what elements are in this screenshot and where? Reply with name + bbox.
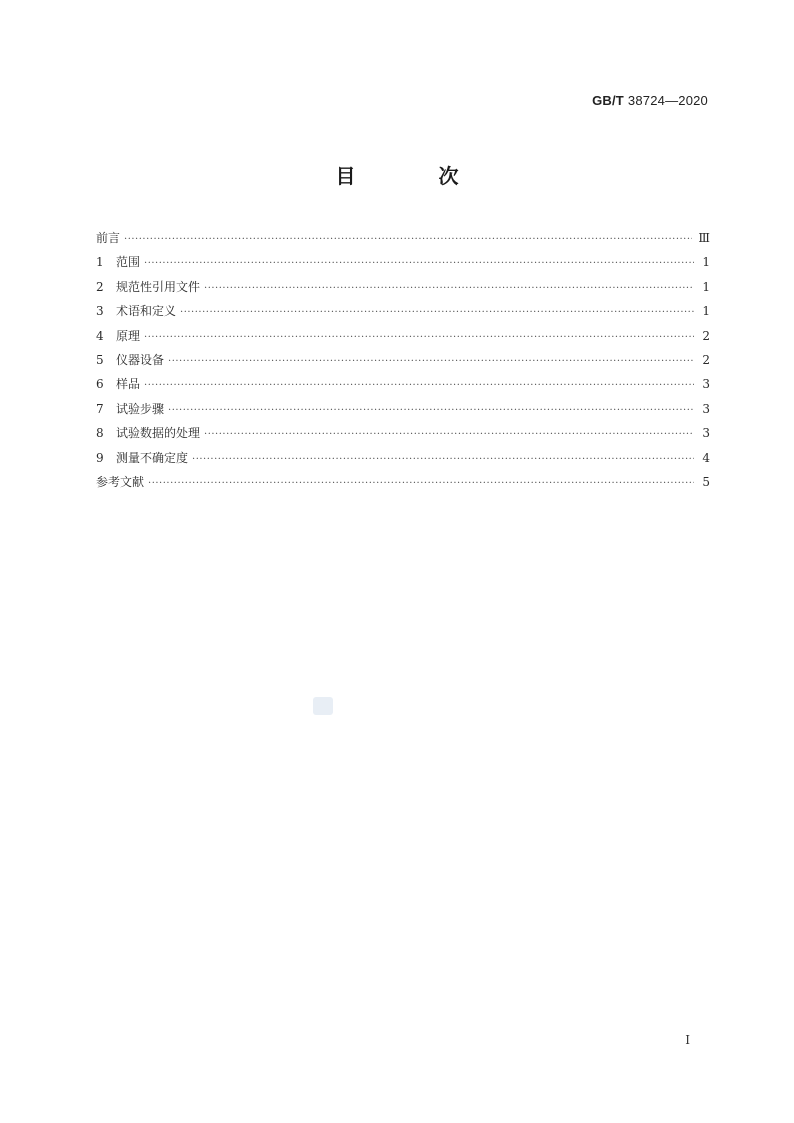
toc-leader-dots	[144, 252, 694, 276]
page-title: 目 次	[335, 164, 497, 188]
toc-item-bibliography[interactable]	[96, 470, 710, 494]
toc-leader-dots	[168, 350, 694, 374]
toc-leader-dots	[180, 301, 694, 325]
toc-leader-dots	[192, 448, 694, 472]
toc-item-label: 试验数据的处理	[116, 426, 201, 441]
toc-item-page: 1	[702, 279, 710, 294]
toc-leader-dots	[144, 374, 694, 398]
toc-item-page: 2	[702, 328, 710, 343]
toc-leader-dots	[124, 228, 692, 252]
toc-item-number: 9	[96, 450, 104, 465]
toc-item-number: 3	[96, 304, 104, 319]
toc-item-page: 4	[702, 450, 710, 465]
table-of-contents	[96, 226, 710, 494]
standard-prefix: GB/T	[592, 93, 624, 108]
toc-leader-dots	[144, 326, 694, 350]
toc-item-9[interactable]	[96, 446, 710, 470]
toc-item-page: 5	[702, 474, 710, 489]
toc-item-page: 2	[702, 352, 710, 367]
toc-item-label: 原理	[116, 328, 141, 343]
toc-item-label: 范围	[116, 255, 141, 270]
toc-item-label: 测量不确定度	[116, 450, 189, 465]
toc-item-3[interactable]	[96, 299, 710, 323]
toc-item-foreword[interactable]	[96, 226, 710, 250]
toc-leader-dots	[168, 399, 694, 423]
toc-item-number: 4	[96, 328, 104, 343]
publisher-logo-icon	[313, 697, 333, 715]
toc-item-2[interactable]	[96, 275, 710, 299]
toc-item-page: 3	[702, 426, 710, 441]
toc-item-8[interactable]	[96, 421, 710, 445]
toc-item-label: 样品	[116, 377, 141, 392]
toc-item-number: 5	[96, 352, 104, 367]
toc-item-page: 1	[702, 304, 710, 319]
toc-item-1[interactable]	[96, 250, 710, 274]
toc-item-7[interactable]	[96, 397, 710, 421]
toc-item-number: 1	[96, 255, 104, 270]
toc-item-5[interactable]	[96, 348, 710, 372]
toc-item-number: 6	[96, 377, 104, 392]
toc-item-label: 术语和定义	[116, 304, 177, 319]
toc-item-label: 参考文献	[96, 474, 145, 489]
toc-item-page: 3	[702, 377, 710, 392]
toc-item-number: 2	[96, 279, 104, 294]
toc-item-page: Ⅲ	[698, 231, 710, 245]
standard-code	[592, 93, 708, 108]
toc-item-6[interactable]	[96, 372, 710, 396]
toc-item-label: 试验步骤	[116, 401, 165, 416]
toc-item-label: 前言	[96, 231, 121, 245]
toc-item-label: 规范性引用文件	[116, 279, 201, 294]
toc-leader-dots	[204, 423, 694, 447]
standard-number: 38724—2020	[627, 93, 708, 108]
page-number: Ⅰ	[685, 1033, 690, 1047]
toc-item-number: 8	[96, 426, 104, 441]
toc-leader-dots	[148, 472, 694, 496]
toc-item-4[interactable]	[96, 324, 710, 348]
toc-item-label: 仪器设备	[116, 352, 165, 367]
toc-leader-dots	[204, 277, 694, 301]
toc-item-page: 3	[702, 401, 710, 416]
toc-item-page: 1	[702, 255, 710, 270]
toc-item-number: 7	[96, 401, 104, 416]
